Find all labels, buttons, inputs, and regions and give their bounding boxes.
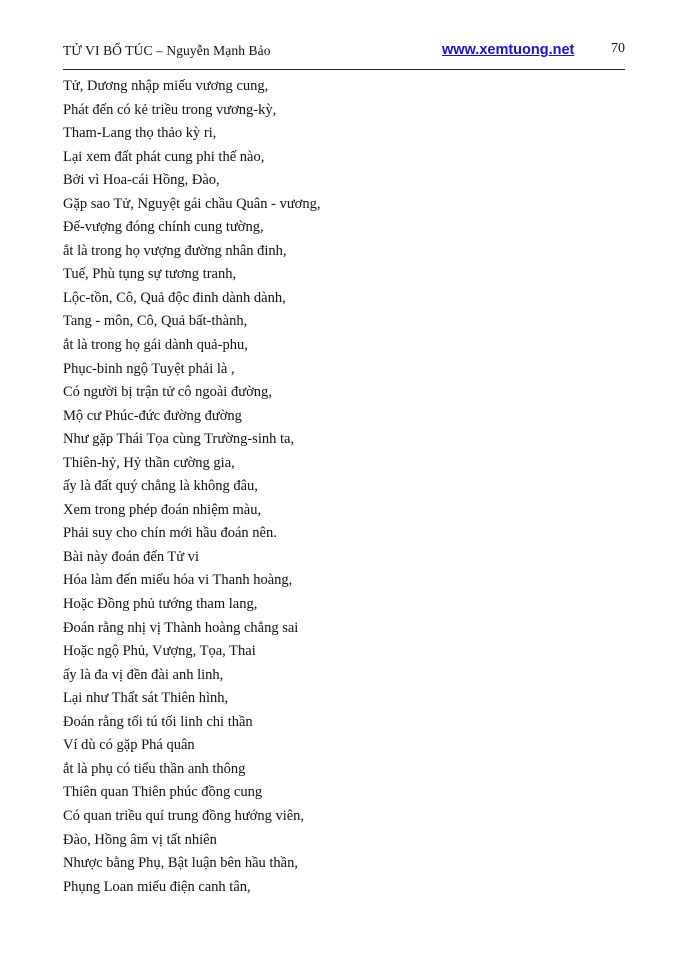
poem-line: Đoán rằng tối tú tối linh chi thần [63,713,253,730]
poem-line: Phục-binh ngộ Tuyệt phải là , [63,360,235,377]
poem-line: Đoán rằng nhị vị Thành hoàng chẳng sai [63,619,299,636]
poem-line: Đào, Hồng âm vị tất nhiên [63,831,217,848]
poem-line: ấy là đa vị đền đài anh linh, [63,666,224,683]
page-number: 70 [611,41,625,56]
poem-line: Phải suy cho chín mới hầu đoán nên. [63,525,277,542]
poem-line: Có người bị trận tử cô ngoài đường, [63,384,272,401]
poem-line: Tử, Dương nhập miếu vương cung, [63,78,269,94]
poem-line: Ví dù có gặp Phá quân [63,737,195,754]
poem-line: Mộ cư Phúc-đức đường đường [63,407,242,424]
poem-line: Lộc-tồn, Cô, Quả độc đinh dành dành, [63,289,286,306]
header-rule [63,69,625,70]
poem-line: Gặp sao Tử, Nguyệt gái chầu Quân - vương, [63,195,321,212]
poem-line: Tuế, Phù tụng sự tương tranh, [63,266,237,283]
poem-line: ắt là phụ có tiểu thần anh thông [63,760,246,777]
poem-line: ấy là đất quý chẳng là không đâu, [63,478,258,495]
poem-line: Có quan triều quí trung đồng hướng viên, [63,807,305,824]
poem-line: Hoặc ngộ Phủ, Vượng, Tọa, Thai [63,643,256,660]
poem-line: Thiên quan Thiên phúc đồng cung [63,784,263,801]
poem-line: Tang - môn, Cô, Quả bất-thành, [63,313,248,330]
poem-line: Như gặp Thái Tọa cùng Trường-sinh ta, [63,431,295,448]
poem-line: ắt là trong họ vượng đường nhân đinh, [63,242,287,259]
poem-line: Xem trong phép đoán nhiệm màu, [63,501,262,518]
poem-line: Phát đến có kẻ triều trong vương-kỳ, [63,101,277,118]
poem-line: Hoặc Đồng phủ tướng tham lang, [63,596,258,613]
poem-line: Hóa làm đến miếu hóa vi Thanh hoàng, [63,572,293,589]
poem-line: ắt là trong họ gái dành quả-phu, [63,337,248,354]
poem-line: Tham-Lang thọ thảo kỳ ri, [63,125,217,142]
poem-line: Nhược bằng Phụ, Bật luận bên hầu thần, [63,855,298,872]
poem-line: Lại xem đất phát cung phi thế nào, [63,148,265,165]
header-title: TỬ VI BỔ TÚC – Nguyễn Mạnh Bảo [63,43,271,58]
website-link[interactable]: www.xemtuong.net [442,42,575,58]
poem-line: Thiên-hỷ, Hỷ thần cường gia, [63,454,235,471]
poem-line: Phụng Loan miếu điện canh tân, [63,878,251,895]
poem-line: Bởi vì Hoa-cái Hồng, Đào, [63,172,220,189]
poem-line: Bài này đoán đến Tử vi [63,548,200,565]
page-header [63,41,625,63]
poem-line: Lại như Thất sát Thiên hình, [63,690,229,707]
poem-text [63,75,320,899]
poem-line: Đế-vượng đóng chính cung tường, [63,219,264,236]
